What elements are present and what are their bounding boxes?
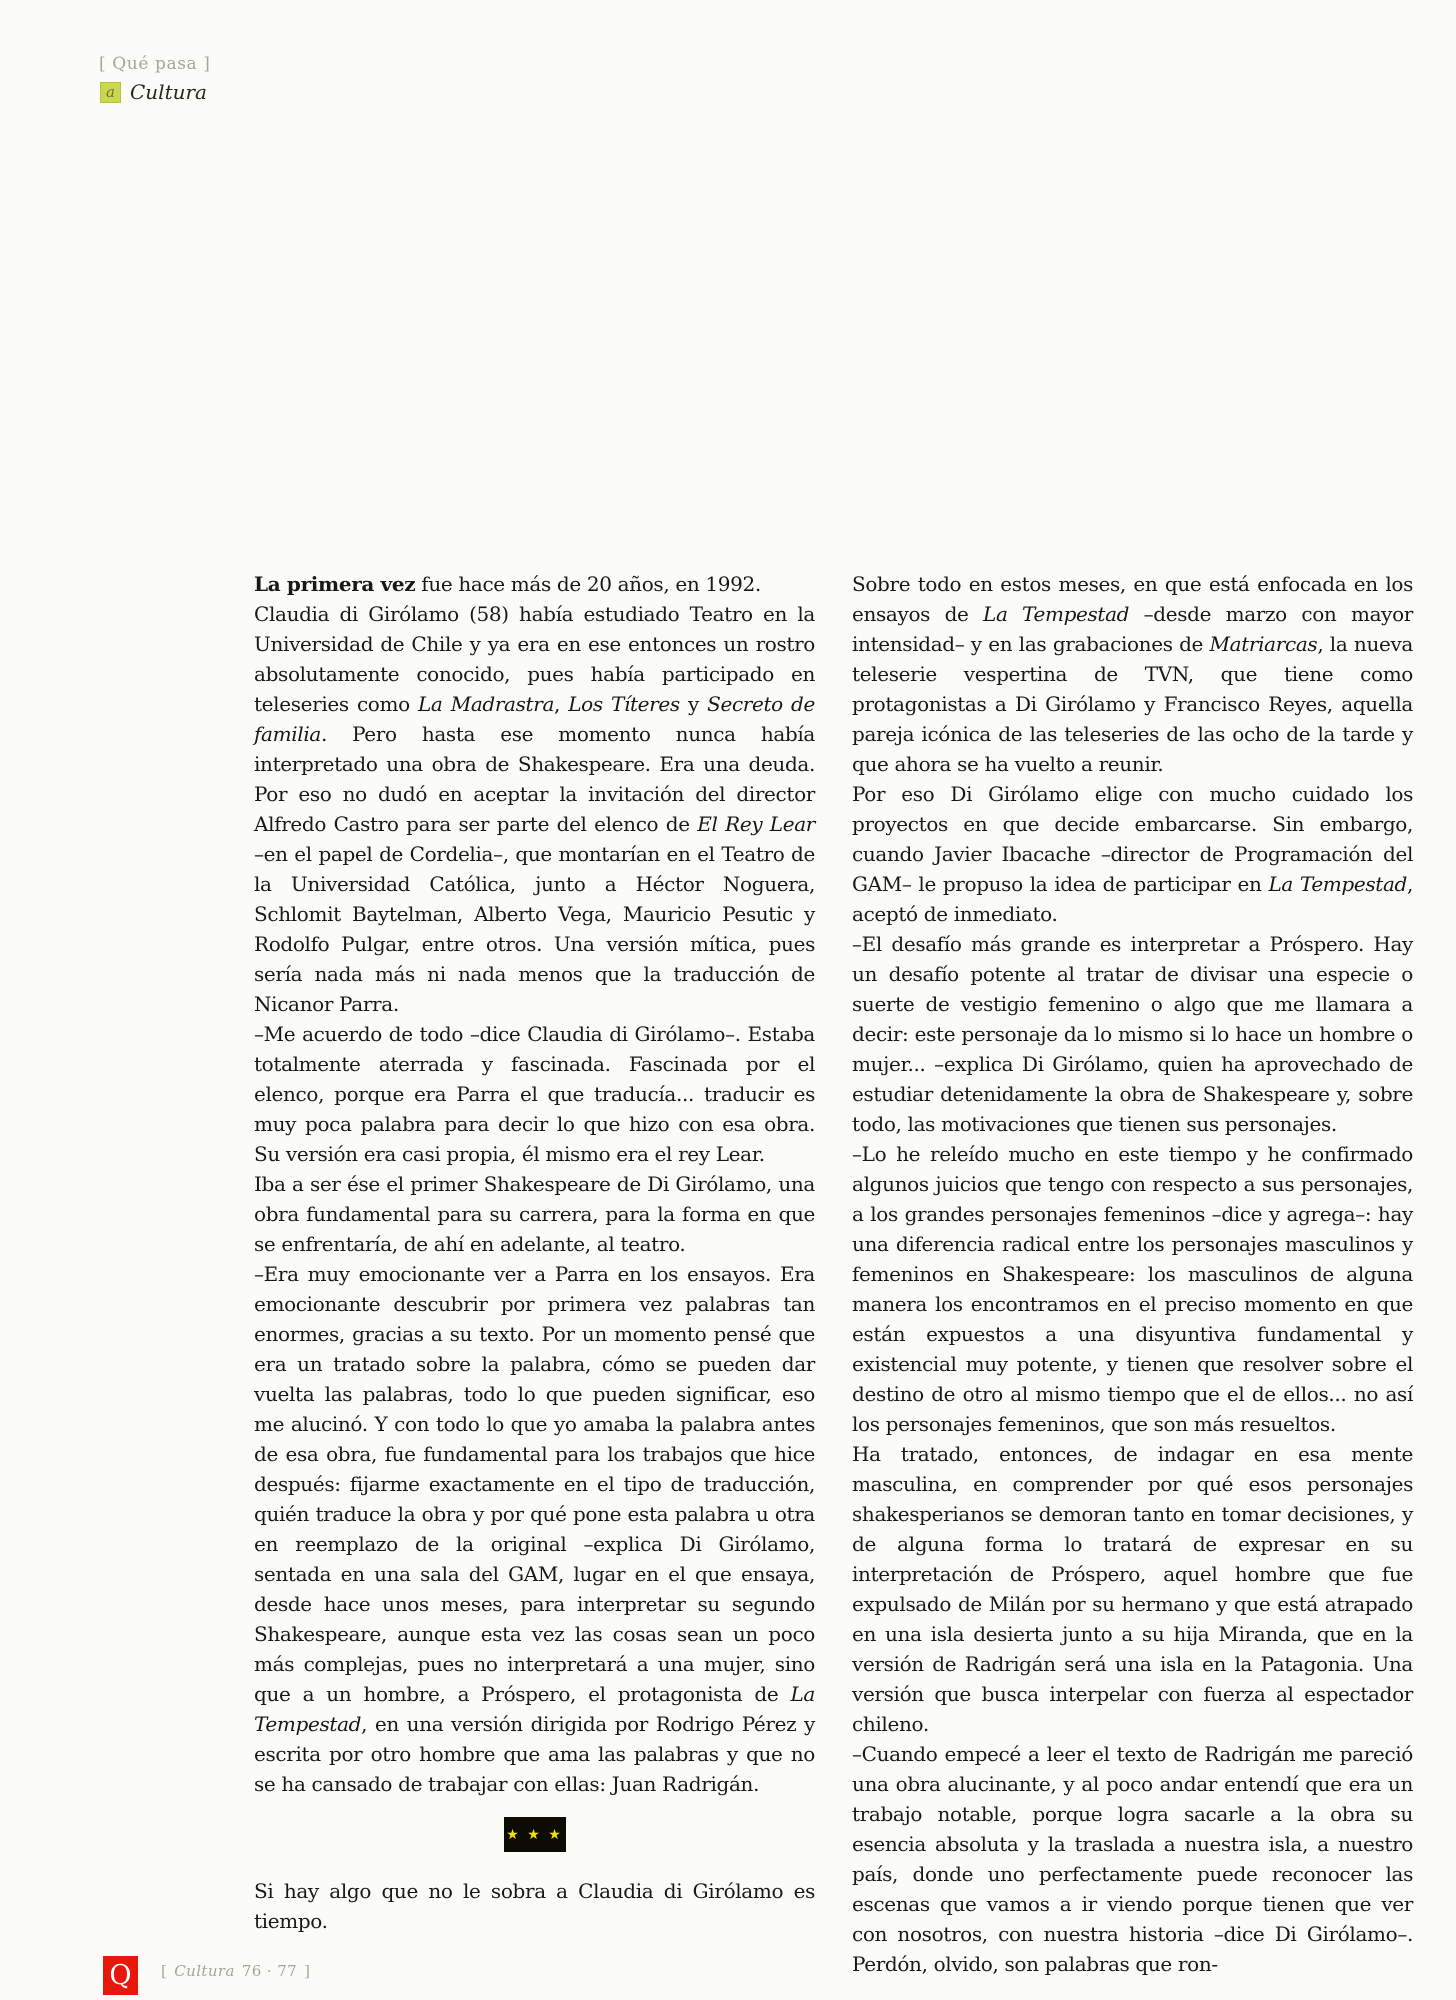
section-divider (504, 1817, 566, 1852)
article-body (254, 569, 1413, 1979)
magazine-kicker: [ Qué pasa ] (99, 54, 211, 74)
closing-line: Si hay algo que no le sobra a Claudia di Girólamo es tiempo. (254, 1879, 815, 1933)
text-segment: Ha tratado, entonces, de indagar en esa mente masculina, en comprender por qué esos personajes shakesperianos se demoran tanto en tomar decisiones, y de alguna forma lo tratará de expresar en su interpretación de Próspero, aquel hombre que fue expulsado de Milán por su hermano y que está atrapado en una isla desierta junto a su hija Miranda, que en la versión de Radrigán será una isla en la Patagonia. Una versión que busca interpelar con fuerza al espectador chileno. (852, 1442, 1413, 1736)
section-header (100, 80, 207, 104)
italic-title-text: La Madrastra (418, 692, 555, 716)
footer-page-numbers: 76 · 77 (241, 1962, 298, 1980)
italic-title-text: La Tempestad (254, 1682, 815, 1736)
italic-title-text: La Tempestad (983, 602, 1130, 626)
article-paragraph (852, 1439, 1413, 1739)
text-segment: –en el papel de Cordelia–, que montarían en el Teatro de la Universidad Católica, junto a Héctor Noguera, Schlomit Baytelman, Alberto Vega, Mauricio Pesutic y Rodolfo Pulgar, entre otros. Una versión mítica, pues sería nada más ni nada menos que la traducción de Nicanor Parra. (254, 842, 815, 1016)
text-segment: , aceptó de inmediato. (852, 872, 1413, 926)
article-paragraph (852, 1139, 1413, 1439)
text-segment: , la nueva teleserie vespertina de TVN, que tiene como protagonistas a Di Girólamo y Francisco Reyes, aquella pareja icónica de las teleseries de las ocho de la tarde y que ahora se ha vuelto a reunir. (852, 632, 1413, 776)
italic-title-text: Los Títeres (568, 692, 680, 716)
text-segment: –desde marzo con mayor intensidad– y en las grabaciones de (852, 602, 1413, 656)
text-segment: –Cuando empecé a leer el texto de Radrigán me pareció una obra alucinante, y al poco andar entendí que era un trabajo notable, porque logra sacarle a la obra su esencia absoluta y la traslada a nuestra isla, a nuestro país, donde uno perfectamente puede reconocer las escenas que vamos a ir viendo porque tienen que ver con nosotros, con nuestra historia –dice Di Girólamo–. Perdón, olvido, son palabras que ron- (852, 1742, 1413, 1976)
text-segment: Claudia di Girólamo (58) había estudiado Teatro en la Universidad de Chile y ya era en ese entonces un rostro absolutamente conocido, pues había participado en teleseries como (254, 602, 815, 716)
cultura-badge-icon (100, 82, 121, 103)
text-segment: Por eso Di Girólamo elige con mucho cuidado los proyectos en que decide embarcarse. Sin embargo, cuando Javier Ibacache –director de Programación del GAM– le propuso la idea de participar en (852, 782, 1413, 896)
article-paragraph (254, 1019, 815, 1169)
footer-section-label: Cultura (174, 1962, 235, 1980)
italic-title-text: La Tempestad (1268, 872, 1407, 896)
article-paragraph (852, 929, 1413, 1139)
article-column-right (852, 569, 1413, 1979)
text-segment: . Pero hasta ese momento nunca había interpretado una obra de Shakespeare. Era una deuda. Por eso no dudó en aceptar la invitación del director Alfredo Castro para ser parte del elenco de (254, 722, 815, 836)
text-segment: –Lo he releído mucho en este tiempo y he confirmado algunos juicios que tengo con respecto a sus personajes, a los grandes personajes femeninos –dice y agrega–: hay una diferencia radical entre los personajes masculinos y femeninos en Shakespeare: los masculinos de alguna manera los encontramos en el preciso momento en que están expuestos a una disyuntiva fundamental y existencial muy potente, y tienen que resolver sobre el destino de otro al mismo tiempo que el de ellos... no así los personajes femeninos, que son más resueltos. (852, 1142, 1413, 1436)
right-paragraphs (852, 569, 1413, 1979)
footer-bracket-open: [ (161, 1962, 168, 1980)
article-paragraph (254, 1259, 815, 1799)
italic-title-text: Secreto de familia (254, 692, 816, 746)
article-paragraph (852, 779, 1413, 929)
text-segment: y (679, 692, 708, 716)
text-segment: Iba a ser ése el primer Shakespeare de Di Girólamo, una obra fundamental para su carrera, para la forma en que se enfrentaría, de ahí en adelante, al teatro. (254, 1172, 815, 1256)
left-paragraphs (254, 569, 815, 1799)
text-segment: , en una versión dirigida por Rodrigo Pérez y escrita por otro hombre que ama las palabras y que no se ha cansado de trabajar con ellas: Juan Radrigán. (254, 1712, 815, 1796)
article-column-left (254, 569, 815, 1979)
badge-glyph: a (106, 82, 115, 101)
divider-stars-icon: ★ ★ ★ (506, 1826, 563, 1843)
italic-title-text: El Rey Lear (697, 812, 816, 836)
section-title: Cultura (130, 80, 207, 104)
text-segment: –El desafío más grande es interpretar a Próspero. Hay un desafío potente al tratar de divisar una especie o suerte de vestigio femenino o algo que me llamara a decir: este personaje da lo mismo si lo hace un hombre o mujer... –explica Di Girólamo, quien ha aprovechado de estudiar detenidamente la obra de Shakespeare y, sobre todo, las motivaciones que tienen sus personajes. (852, 932, 1413, 1136)
text-segment: fue hace más de 20 años, en 1992. (415, 572, 761, 596)
article-paragraph (852, 1739, 1413, 1979)
article-paragraph (852, 569, 1413, 779)
bold-lead-in: La primera vez (254, 572, 416, 596)
article-paragraph (254, 569, 815, 599)
footer-caption (161, 1962, 310, 1980)
magazine-q-logo (103, 1956, 138, 1995)
footer-bracket-close: ] (304, 1962, 311, 1980)
text-segment: , (554, 692, 569, 716)
q-logo-letter: Q (109, 1960, 132, 1991)
text-segment: –Me acuerdo de todo –dice Claudia di Girólamo–. Estaba totalmente aterrada y fascinada. Fascinada por el elenco, porque era Parra el que traducía... traducir es muy poca palabra para decir lo que hizo con esa obra. Su versión era casi propia, él mismo era el rey Lear. (254, 1022, 815, 1166)
text-segment: Sobre todo en estos meses, en que está enfocada en los ensayos de (852, 572, 1413, 626)
text-segment: –Era muy emocionante ver a Parra en los ensayos. Era emocionante descubrir por primera vez palabras tan enormes, gracias a su texto. Por un momento pensé que era un tratado sobre la palabra, cómo se pueden dar vuelta las palabras, todo lo que pueden significar, eso me alucinó. Y con todo lo que yo amaba la palabra antes de esa obra, fue fundamental para los trabajos que hice después: fijarme exactamente en el tipo de traducción, quién traduce la obra y por qué pone esta palabra u otra en reemplazo de la original –explica Di Girólamo, sentada en una sala del GAM, lugar en el que ensaya, desde hace unos meses, para interpretar su segundo Shakespeare, aunque esta vez las cosas sean un poco más complejas, pues no interpretará a una mujer, sino que a un hombre, a Próspero, el protagonista de (254, 1262, 815, 1706)
italic-title-text: Matriarcas (1209, 632, 1318, 656)
article-paragraph (254, 1169, 815, 1259)
article-paragraph (254, 599, 815, 1019)
